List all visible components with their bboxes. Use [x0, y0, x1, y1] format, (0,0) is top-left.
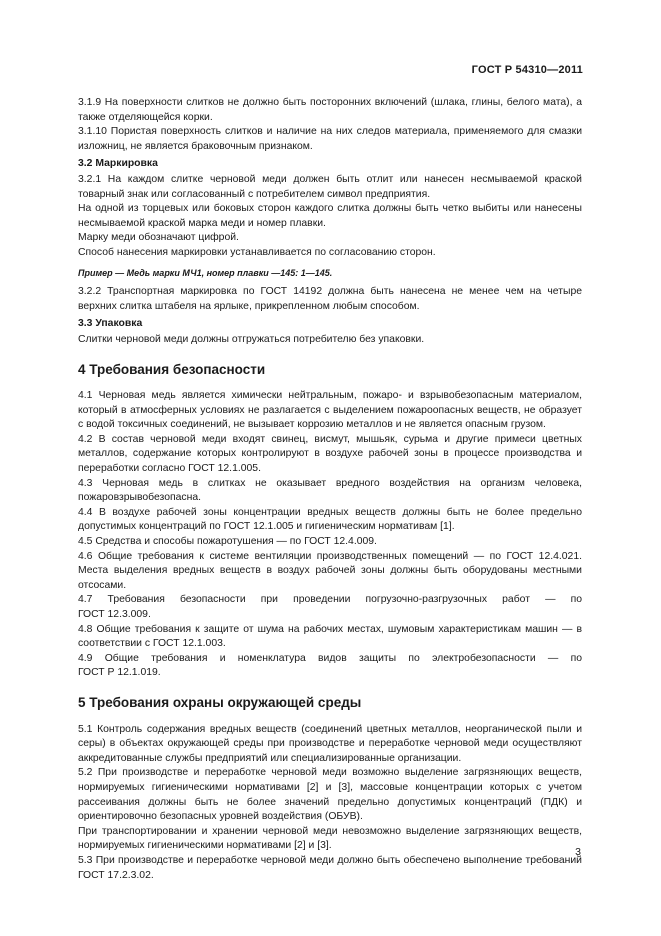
paragraph-4-7-line-1: 4.7 Требования безопасности при проведении погрузочно-разгрузочных работ — по: [78, 594, 582, 606]
page-content: [78, 96, 582, 883]
paragraph-4-8: 4.8 Общие требования к защите от шума на рабочих местах, шумовым характеристикам машин — в соответствии с ГОСТ 12.1.003.: [78, 623, 582, 650]
subsection-heading-3-2: 3.2 Маркировка: [78, 158, 158, 170]
subsection-heading-3-3: 3.3 Упаковка: [78, 318, 143, 330]
document-header-id: ГОСТ Р 54310—2011: [471, 64, 583, 76]
paragraph-3-3: Слитки черновой меди должны отгружаться потребителю без упаковки.: [78, 333, 425, 345]
paragraph-5-2-transport: При транспортировании и хранении черновой меди невозможно выделение загрязняющих веществ, нормируемых гигиеническими нормативами [2] и [3].: [78, 825, 582, 852]
paragraph-5-1: 5.1 Контроль содержания вредных веществ (соединений цветных металлов, неорганической пыли и серы) в объектах окружающей среды при производстве и переработке черновой меди осуществляют аккредитованные службы предприятий или специализированные организации.: [78, 723, 582, 764]
marking-example: Пример — Медь марки МЧ1, номер плавки —145: 1—145.: [78, 267, 333, 278]
paragraph-4-5: 4.5 Средства и способы пожаротушения — по ГОСТ 12.4.009.: [78, 536, 377, 548]
page-number: 3: [575, 846, 581, 858]
section-heading-4: 4 Требования безопасности: [78, 361, 266, 377]
paragraph-3-2-1-method: Способ нанесения маркировки устанавливается по согласованию сторон.: [78, 246, 436, 258]
paragraph-4-4: 4.4 В воздухе рабочей зоны концентрации вредных веществ должны быть не более предельно допустимых концентраций по ГОСТ 12.1.005 и гигиеническим нормативам [1].: [78, 506, 582, 533]
paragraph-3-1-10: 3.1.10 Пористая поверхность слитков и наличие на них следов материала, применяемого для смазки изложниц, не является браковочным признаком.: [78, 126, 582, 152]
paragraph-4-2: 4.2 В состав черновой меди входят свинец, висмут, мышьяк, сурьма и другие примеси цветных металлов, содержание которых контролируют в воздухе рабочей зоны в процессе производства и переработки согласно ГОСТ 12.1.005.: [78, 433, 582, 475]
paragraph-3-2-1: 3.2.1 На каждом слитке черновой меди должен быть отлит или нанесен несмываемой краской товарный знак или согласованный с потребителем символ предприятия.: [78, 173, 582, 200]
paragraph-4-6: 4.6 Общие требования к системе вентиляции производственных помещений — по ГОСТ 12.4.021. Места выделения вредных веществ в воздух рабочей зоны должны быть оборудованы местными отсосами.: [78, 550, 582, 591]
paragraph-4-9-line-1: 4.9 Общие требования и номенклатура видов защиты по электробезопасности — по: [78, 652, 582, 664]
paragraph-4-7-line-2: ГОСТ 12.3.009.: [78, 609, 151, 620]
paragraph-4-1: 4.1 Черновая медь является химически нейтральным, пожаро- и взрывобезопасным материалом, который в атмосферных условиях не разлагается с выделением пожароопасных веществ, не образует с водой токсичных соединений, не вызывает коррозию металлов и не является опасным грузом.: [78, 390, 582, 431]
paragraph-3-2-1-digit: Марку меди обозначают цифрой.: [78, 232, 239, 244]
paragraph-3-2-2: 3.2.2 Транспортная маркировка по ГОСТ 14192 должна быть нанесена не менее чем на четыре верхних слитка штабеля на ярлыке, прикрепленном любым способом.: [78, 286, 582, 312]
paragraph-5-3: 5.3 При производстве и переработке черновой меди должно быть обеспечено выполнение требований ГОСТ 17.2.3.02.: [78, 854, 582, 881]
section-heading-5: 5 Требования охраны окружающей среды: [78, 694, 362, 710]
paragraph-3-1-9: 3.1.9 На поверхности слитков не должно быть посторонних включений (шлака, глины, белого мата), а также отделяющейся корки.: [78, 97, 582, 123]
paragraph-5-2: 5.2 При производстве и переработке черновой меди возможно выделение загрязняющих веществ, нормируемых гигиеническими нормативами [2] и [3], массовые концентрации которых с учетом рассеивания должны быть не более значений предельно допустимых концентраций (ПДК) и ориентировочно безопасных уровней воздействия (ОБУВ).: [78, 767, 582, 823]
paragraph-3-2-1-marking: На одной из торцевых или боковых сторон каждого слитка должны быть четко выбиты или нанесены несмываемой краской марка меди и номер плавки.: [78, 203, 582, 229]
paragraph-4-3: 4.3 Черновая медь в слитках не оказывает вредного воздействия на организм человека, пожаровзрывобезопасна.: [78, 477, 582, 504]
paragraph-4-9-line-2: ГОСТ Р 12.1.019.: [78, 667, 161, 679]
